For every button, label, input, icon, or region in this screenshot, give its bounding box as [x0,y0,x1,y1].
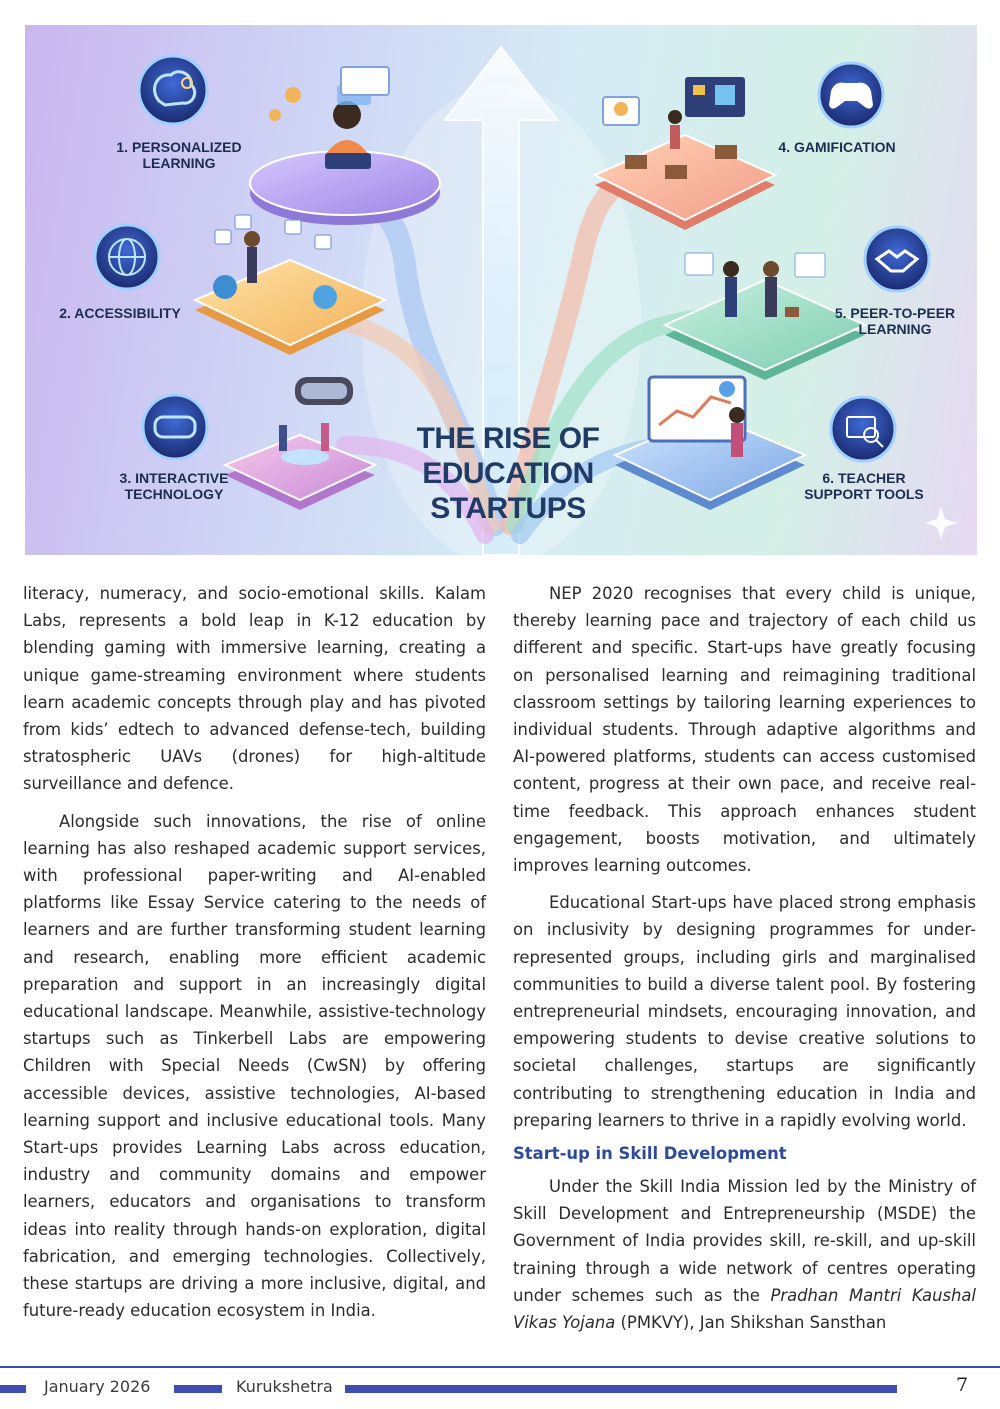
footer-rule [0,1366,1000,1368]
footer-bar-right [345,1385,897,1393]
right-paragraph-3 [513,1173,976,1336]
handshake-icon [865,227,929,291]
right-column [513,580,976,1336]
label-teacher-support-tools: 6. TEACHER SUPPORT TOOLS [804,470,924,502]
title-line-3: STARTUPS [430,492,586,525]
page-number: 7 [956,1374,969,1396]
left-paragraph-2: Alongside such innovations, the rise of online learning has also reshaped academic support services, with professional paper-writing and AI-enabled platforms like Essay Service catering to the needs of learners and are further transforming student learning and research, enabling more efficient academic preparation and support in an increasingly digital educational landscape. Meanwhile, assistive-technology startups such as Tinkerbell Labs are empowering Children with Special Needs (CwSN) by offering accessible devices, assistive technologies, AI-based learning support and inclusive educational tools. Many Start-ups provides Learning Labs across education, industry and community domains and empower learners, educators and organisations to transform ideas into reality through hands-on exploration, digital fabrication, and emerging technologies. Collectively, these startups are driving a more inclusive, digital, and future-ready education ecosystem in India. [23,811,486,1321]
label-peer-to-peer-learning: 5. PEER-TO-PEER LEARNING [834,305,956,337]
section-heading: Start-up in Skill Development [513,1144,787,1164]
right-paragraph-1: NEP 2020 recognises that every child is unique, thereby learning pace and trajectory of each child us different and specific. Start-ups have greatly focusing on personalised learning and reimagining traditional classroom settings by tailoring learning experiences to individual students. Through adaptive algorithms and AI-powered platforms, students can access customised content, progress at their own pace, and receive real-time feedback. This approach enhances student engagement, boosts motivation, and ultimately improves learning outcomes. [513,584,976,876]
footer-bar-middle [174,1385,222,1393]
gamepad-icon [819,63,883,127]
label-accessibility: 2. ACCESSIBILITY [59,305,181,321]
footer-bar-left [0,1385,26,1393]
label-interactive-technology: 3. INTERACTIVE TECHNOLOGY [119,470,229,502]
analytics-icon [831,397,895,461]
right-paragraph-2: Educational Start-ups have placed strong emphasis on inclusivity by designing programmes for under-represented groups, including girls and marginalised communities to build a diverse talent pool. By fostering entrepreneurial mindsets, encouraging innovation, and empowering students to devise creative solutions to societal challenges, startups are significantly contributing to strengthening education in India and preparing learners to thrive in a rapidly evolving world. [513,893,976,1130]
footer-magazine: Kurukshetra [236,1377,333,1396]
scheme-name: Pradhan Mantri Kaushal Vikas Yojana [513,1285,976,1333]
globe-network-icon [95,225,159,289]
sparkle-icon [925,507,957,539]
left-column [23,580,486,1324]
education-startups-infographic [25,25,977,555]
title-line-2: EDUCATION [422,457,594,490]
brain-gears-icon [139,56,207,124]
p3-end: (PMKVY), Jan Shikshan Sansthan [615,1313,887,1333]
p3-start: Under the Skill India Mission led by the Ministry of Skill Development and Entrepreneurship (MSDE) the Government of India provides skill, re-skill, and up-skill training through a wide network of centres operating under schemes such as the [513,1177,976,1305]
teacher-support-platform [615,377,805,510]
left-paragraph-1: literacy, numeracy, and socio-emotional skills. Kalam Labs, represents a bold leap in K-12 education by blending gaming with immersive learning, creating a unique game-streaming environment where students learn academic concepts through play and has pivoted from kids’ edtech to advanced defense-tech, building stratospheric UAVs (drones) for high-altitude surveillance and defence. [23,584,486,794]
label-personalized-learning: 1. PERSONALIZED LEARNING [116,139,242,171]
title-line-1: THE RISE OF [416,422,600,455]
label-gamification: 4. GAMIFICATION [778,139,896,155]
footer-date: January 2026 [44,1377,151,1396]
infographic-title [413,421,603,526]
vr-headset-icon [143,395,207,459]
